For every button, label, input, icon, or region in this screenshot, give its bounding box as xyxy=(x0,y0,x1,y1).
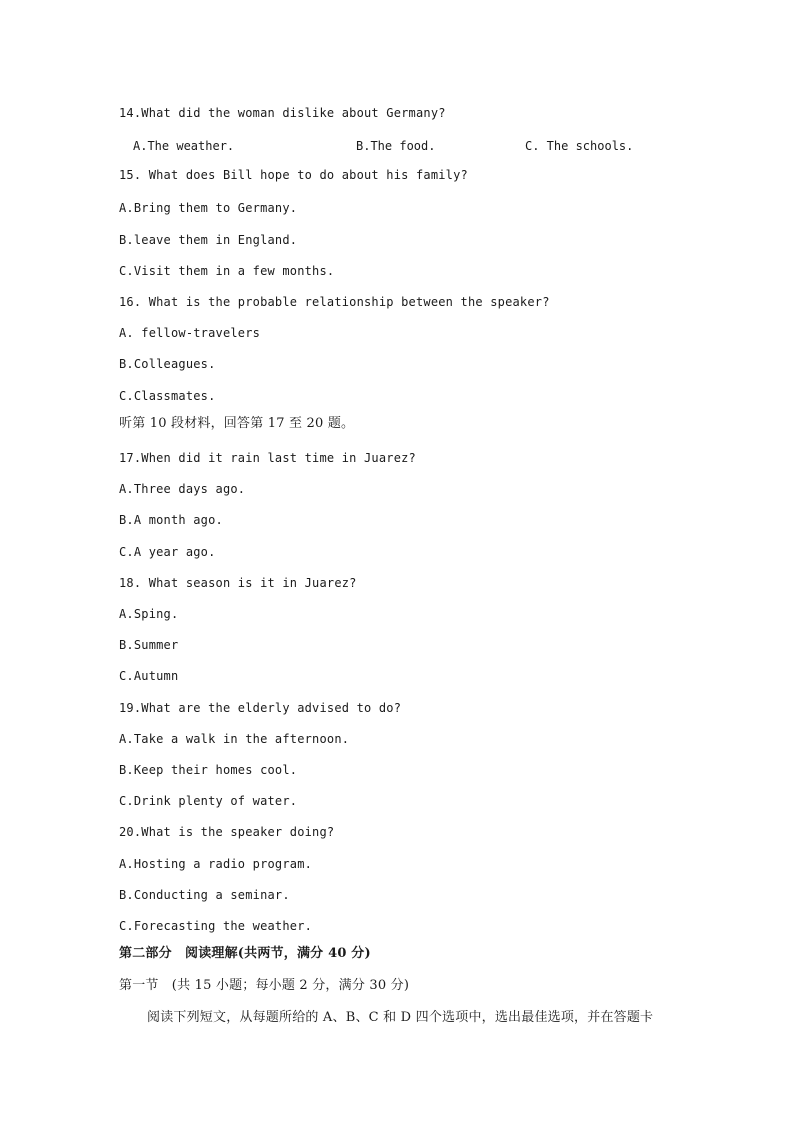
question-17: 17.When did it rain last time in Juarez? xyxy=(119,451,416,465)
section-instruction: 听第 10 段材料，回答第 17 至 20 题。 xyxy=(119,416,355,431)
option-c: C.Drink plenty of water. xyxy=(119,794,298,808)
option-c: C.Visit them in a few months. xyxy=(119,264,335,278)
option-b: B.A month ago. xyxy=(119,513,223,527)
option-a: A.Hosting a radio program. xyxy=(119,857,313,871)
question-14-options xyxy=(0,138,794,154)
part-heading: 第二部分 阅读理解(共两节，满分 40 分) xyxy=(119,946,371,961)
option-b: B.Summer xyxy=(119,638,179,652)
question-20: 20.What is the speaker doing? xyxy=(119,825,335,839)
question-14: 14.What did the woman dislike about Germany? xyxy=(119,106,446,120)
option-b: B.Keep their homes cool. xyxy=(119,763,298,777)
option-a: A.Three days ago. xyxy=(119,482,246,496)
question-16: 16. What is the probable relationship between the speaker? xyxy=(119,295,550,309)
option-c: C.Forecasting the weather. xyxy=(119,919,313,933)
option-b: B.The food. xyxy=(356,139,436,153)
option-b: B.Conducting a seminar. xyxy=(119,888,290,902)
question-15: 15. What does Bill hope to do about his family? xyxy=(119,168,468,182)
option-c: C.A year ago. xyxy=(119,545,216,559)
option-c: C. The schools. xyxy=(525,139,634,153)
question-18: 18. What season is it in Juarez? xyxy=(119,576,357,590)
option-a: A.Bring them to Germany. xyxy=(119,201,298,215)
option-a: A.Sping. xyxy=(119,607,179,621)
option-c: C.Classmates. xyxy=(119,389,216,403)
option-c: C.Autumn xyxy=(119,669,179,683)
question-19: 19.What are the elderly advised to do? xyxy=(119,701,402,715)
reading-instruction: 阅读下列短文，从每题所给的 A、B、C 和 D 四个选项中，选出最佳选项，并在答题卡 xyxy=(147,1010,654,1025)
option-a: A.The weather. xyxy=(133,139,235,153)
section-heading: 第一节 (共 15 小题；每小题 2 分，满分 30 分) xyxy=(119,978,410,993)
option-b: B.leave them in England. xyxy=(119,233,298,247)
option-b: B.Colleagues. xyxy=(119,357,216,371)
option-a: A. fellow-travelers xyxy=(119,326,261,340)
option-a: A.Take a walk in the afternoon. xyxy=(119,732,350,746)
